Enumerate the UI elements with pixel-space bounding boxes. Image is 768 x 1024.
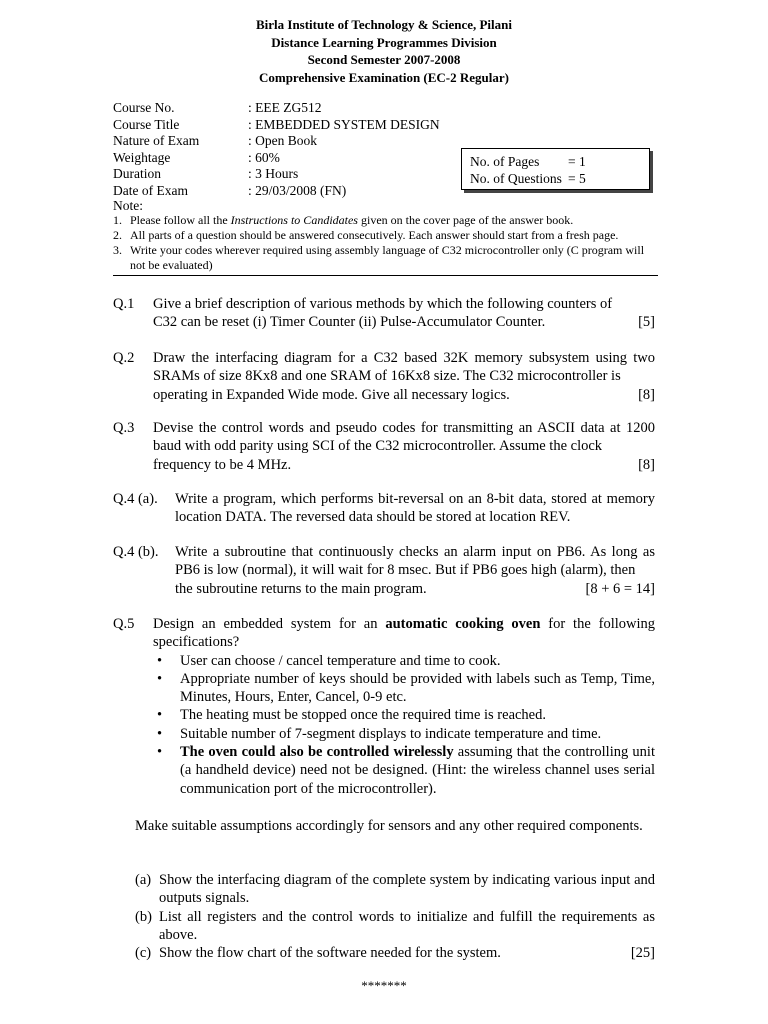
question-4a (113, 490, 655, 527)
sub-question (135, 908, 655, 945)
institute-name: Birla Institute of Technology & Science, Pilani (255, 17, 513, 32)
question-number: Q.2 (113, 350, 135, 366)
note-text: All parts of a question should be answered consecutively. Each answer should start from a fresh page. (130, 228, 619, 242)
question-line: operating in Expanded Wide mode. Give all necessary logics. (153, 386, 510, 403)
question-number: Q.1 (113, 296, 135, 312)
division-name: Distance Learning Programmes Division (271, 34, 497, 50)
meta-value: : 3 Hours (248, 166, 299, 181)
question-5 (113, 615, 655, 798)
sub-question-line (159, 944, 655, 962)
meta-key: Nature of Exam (113, 133, 200, 148)
question-last-line (153, 456, 655, 474)
question-text (153, 419, 655, 474)
sub-question (135, 944, 655, 962)
pages-label: No. of Pages (470, 154, 540, 169)
note-text-part: Please follow all the (130, 213, 231, 227)
question-line: Devise the control words and pseudo codes for transmitting an ASCII data at 1200 baud with odd parity using SCI of the C32 microcontroller. Assume the clock (153, 420, 655, 455)
list-item-text: The heating must be stopped once the required time is reached. (180, 707, 546, 724)
meta-value: : EEE ZG512 (248, 100, 322, 115)
notes-section (113, 198, 658, 276)
meta-value: : Open Book (248, 133, 317, 148)
marks: [5] (638, 314, 655, 331)
note-item (113, 228, 658, 243)
question-bold-text: automatic cooking oven (385, 616, 541, 632)
meta-row (113, 117, 440, 134)
sub-question-text: Show the interfacing diagram of the complete system by indicating various input and outputs signals. (159, 872, 655, 907)
note-item (113, 213, 658, 228)
meta-value: : 29/03/2008 (FN) (248, 182, 347, 198)
note-number: 3. (113, 243, 122, 257)
meta-row (113, 183, 440, 200)
list-item (153, 743, 655, 798)
question-last-line (153, 386, 655, 404)
meta-key: Duration (113, 166, 161, 181)
end-marker: ******* (361, 978, 407, 993)
question-line: frequency to be 4 MHz. (153, 456, 292, 473)
list-item (153, 706, 655, 724)
sub-question-text: List all registers and the control words to initialize and fulfill the requirements as above. (159, 908, 655, 943)
pages-row (470, 153, 649, 170)
meta-value: : EMBEDDED SYSTEM DESIGN (248, 116, 440, 132)
question-last-line (175, 580, 655, 598)
question-line: C32 can be reset (i) Timer Counter (ii) Pulse-Accumulator Counter. (153, 314, 546, 331)
note-number: 2. (113, 228, 122, 242)
question-last-line (153, 313, 655, 331)
list-item (153, 670, 655, 707)
note-title: Note: (113, 198, 143, 213)
question-4b (113, 543, 655, 598)
question-text (153, 615, 655, 798)
semester: Second Semester 2007-2008 (307, 52, 461, 67)
note-italic-text: Instructions to Candidates (230, 213, 358, 227)
pages-questions-box (461, 148, 650, 190)
question-2 (113, 349, 655, 404)
questions-row (470, 170, 649, 187)
note-text-part: given on the cover page of the answer book. (357, 213, 574, 227)
question-line: Write a subroutine that continuously checks an alarm input on PB6. As long as PB6 is low (normal), it will wait for 8 msec. But if PB6 goes high (alarm), then (175, 544, 655, 579)
meta-row (113, 150, 440, 167)
meta-row (113, 133, 440, 150)
list-item (153, 652, 655, 670)
question-text: Write a program, which performs bit-reversal on an 8-bit data, stored at memory location DATA. The reversed data should be stored at location REV. (175, 491, 655, 526)
bullet-icon: • (157, 707, 163, 724)
question-1 (113, 295, 655, 332)
sub-question-text: Show the flow chart of the software needed for the system. (159, 945, 501, 962)
question-line: Draw the interfacing diagram for a C32 based 32K memory subsystem using two SRAMs of size 8Kx8 and one SRAM of 16Kx8 size. The C32 microcontroller is (153, 350, 655, 385)
course-details (113, 100, 440, 199)
question-line: the subroutine returns to the main program. (175, 580, 427, 597)
question-intro (153, 615, 655, 652)
pages-value: = 1 (568, 154, 586, 169)
question-text (175, 543, 655, 598)
note-item (113, 243, 658, 273)
questions-label: No. of Questions (470, 171, 562, 186)
meta-key: Course No. (113, 100, 175, 115)
bullet-icon: • (157, 652, 163, 669)
marks: [25] (630, 945, 655, 962)
list-item-bold-text: The oven could also be controlled wirelessly (180, 744, 454, 761)
question-text-part: Design an embedded system for an (153, 616, 386, 632)
marks: [8 + 6 = 14] (585, 580, 655, 597)
note-text (130, 213, 573, 228)
meta-key: Weightage (113, 149, 171, 165)
divider (113, 275, 658, 276)
exam-title: Comprehensive Examination (EC-2 Regular) (258, 69, 509, 85)
list-item-text (180, 743, 655, 798)
bullet-icon: • (157, 670, 163, 687)
list-item (153, 725, 655, 743)
meta-key: Date of Exam (113, 182, 188, 198)
list-item-text: Suitable number of 7-segment displays to indicate temperature and time. (180, 725, 602, 742)
question-number: Q.3 (113, 420, 135, 436)
question-text (153, 349, 655, 404)
bullet-icon: • (157, 744, 163, 761)
question-text-part: for the following specifications? (153, 616, 656, 651)
assumptions-paragraph: Make suitable assumptions accordingly for sensors and any other required components. (135, 818, 643, 834)
note-number: 1. (113, 213, 122, 227)
question-number: Q.4 (a). (113, 491, 158, 507)
question-number: Q.4 (b). (113, 544, 159, 560)
meta-row (113, 100, 440, 117)
marks: [8] (638, 386, 655, 403)
question-number: Q.5 (113, 616, 135, 632)
meta-row (113, 166, 440, 183)
meta-value: : 60% (248, 149, 280, 165)
list-item-text-part: assuming that the controlling unit (a handheld device) need not be designed. (Hint: the wireless channel uses serial communication port of the microcontroller). (180, 744, 655, 797)
sub-question-label: (c) (135, 945, 152, 962)
sub-question-label: (b) (135, 908, 152, 925)
question-3 (113, 419, 655, 474)
question-5-parts (135, 871, 655, 962)
meta-key: Course Title (113, 116, 180, 132)
questions-value: = 5 (568, 171, 586, 186)
note-text: Write your codes wherever required using assembly language of C32 microcontroller only (C program will not be evaluated) (130, 243, 645, 272)
bullet-icon: • (157, 725, 163, 742)
list-item-text: User can choose / cancel temperature and time to cook. (180, 652, 501, 669)
sub-question (135, 871, 655, 908)
specification-list (153, 652, 655, 798)
question-line: Give a brief description of various methods by which the following counters of (153, 296, 613, 312)
exam-header (0, 16, 768, 86)
sub-question-label: (a) (135, 872, 152, 888)
marks: [8] (638, 456, 655, 473)
question-text (153, 295, 655, 332)
list-item-text: Appropriate number of keys should be provided with labels such as Temp, Time, Minutes, Hours, Enter, Cancel, 0-9 etc. (180, 670, 655, 706)
